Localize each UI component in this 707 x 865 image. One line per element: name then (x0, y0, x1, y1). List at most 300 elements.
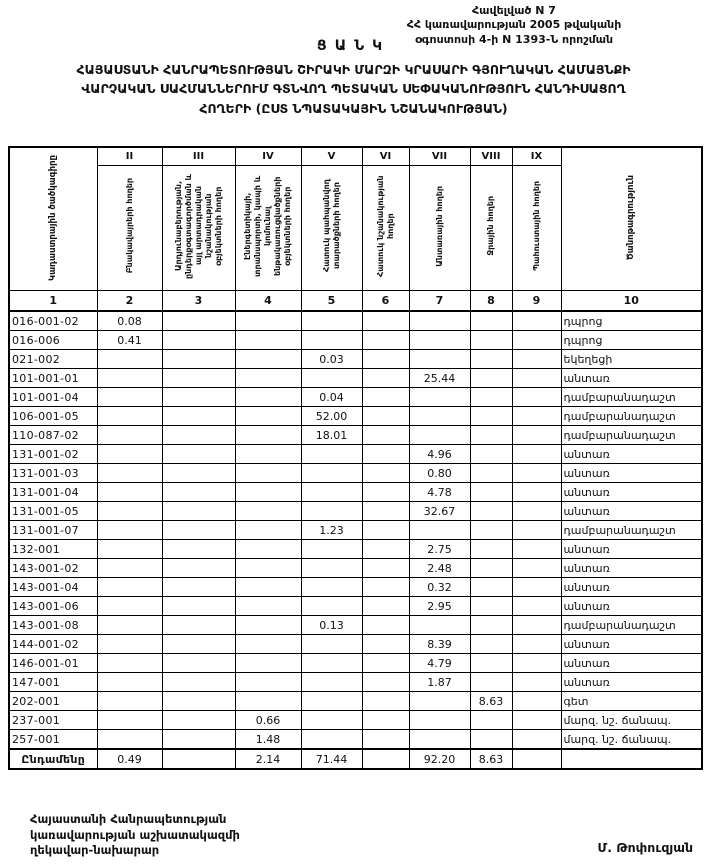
roman-numeral-vii: VII (409, 147, 470, 166)
value-cell: 8.63 (470, 749, 512, 769)
table-row (9, 350, 702, 369)
roman-numeral-iii: III (162, 147, 235, 166)
value-cell (470, 616, 512, 635)
value-cell (362, 578, 409, 597)
header-settlement-lands: Բնակավայրերի հողեր (97, 166, 162, 291)
value-cell (97, 426, 162, 445)
value-cell (470, 464, 512, 483)
cadastral-code-cell: 101-001-04 (9, 388, 97, 407)
value-cell (512, 616, 561, 635)
value-cell: 8.63 (470, 692, 512, 711)
value-cell (512, 426, 561, 445)
cadastral-code-cell: 131-001-07 (9, 521, 97, 540)
main-title (6, 60, 701, 118)
note-cell: անտառ (561, 597, 702, 616)
column-number: 5 (301, 291, 362, 312)
value-cell: 18.01 (301, 426, 362, 445)
value-cell (301, 445, 362, 464)
value-cell (470, 311, 512, 331)
value-cell (162, 559, 235, 578)
value-cell (512, 350, 561, 369)
table-row (9, 331, 702, 350)
value-cell (301, 578, 362, 597)
value-cell: 1.48 (235, 730, 301, 750)
value-cell (162, 483, 235, 502)
table-row (9, 673, 702, 692)
note-cell: գետ (561, 692, 702, 711)
value-cell (97, 502, 162, 521)
footer-line-1: Հայաստանի Հանրապետության (30, 812, 227, 826)
value-cell (362, 711, 409, 730)
cadastral-code-cell: 131-001-02 (9, 445, 97, 464)
cadastral-code-cell: 143-001-04 (9, 578, 97, 597)
value-cell (301, 692, 362, 711)
column-number: 6 (362, 291, 409, 312)
value-cell (97, 559, 162, 578)
note-cell: անտառ (561, 464, 702, 483)
value-cell (162, 407, 235, 426)
value-cell (470, 521, 512, 540)
value-cell (97, 483, 162, 502)
cadastral-code-cell: 144-001-02 (9, 635, 97, 654)
value-cell (301, 483, 362, 502)
value-cell: 4.78 (409, 483, 470, 502)
header-water-lands: Ջրային հողեր (470, 166, 512, 291)
value-cell (162, 673, 235, 692)
cadastral-code-cell: 237-001 (9, 711, 97, 730)
value-cell (162, 369, 235, 388)
value-cell (512, 559, 561, 578)
value-cell (362, 730, 409, 750)
value-cell (235, 311, 301, 331)
header-special-purpose-lands: Հատուկ նշանակության հողեր (362, 166, 409, 291)
table-row (9, 692, 702, 711)
column-number: 10 (561, 291, 702, 312)
value-cell (162, 388, 235, 407)
value-cell (162, 445, 235, 464)
value-cell (162, 730, 235, 750)
value-cell (162, 749, 235, 769)
value-cell (235, 540, 301, 559)
table-row (9, 369, 702, 388)
value-cell (512, 483, 561, 502)
value-cell (162, 578, 235, 597)
table-row (9, 597, 702, 616)
value-cell (235, 426, 301, 445)
value-cell: 25.44 (409, 369, 470, 388)
value-cell: 0.03 (301, 350, 362, 369)
value-cell (235, 692, 301, 711)
value-cell (512, 388, 561, 407)
value-cell (97, 597, 162, 616)
cadastral-code-cell: 016-001-02 (9, 311, 97, 331)
value-cell: 2.14 (235, 749, 301, 769)
cadastral-code-cell: 021-002 (9, 350, 97, 369)
value-cell (162, 616, 235, 635)
value-cell (97, 445, 162, 464)
column-number: 3 (162, 291, 235, 312)
table-row (9, 711, 702, 730)
value-cell (362, 445, 409, 464)
value-cell (362, 311, 409, 331)
value-cell (235, 445, 301, 464)
value-cell (362, 749, 409, 769)
note-cell (561, 749, 702, 769)
cadastral-code-cell: 132-001 (9, 540, 97, 559)
value-cell (235, 578, 301, 597)
value-cell (362, 673, 409, 692)
table-row (9, 540, 702, 559)
value-cell: 71.44 (301, 749, 362, 769)
cadastral-code-cell: 143-001-02 (9, 559, 97, 578)
value-cell (162, 311, 235, 331)
table-row (9, 445, 702, 464)
value-cell: 32.67 (409, 502, 470, 521)
cadastral-code-cell: 131-001-03 (9, 464, 97, 483)
column-number: 8 (470, 291, 512, 312)
header-cadastral-code (9, 147, 97, 291)
value-cell (235, 350, 301, 369)
value-cell (301, 673, 362, 692)
note-cell: դամբարանադաշտ (561, 388, 702, 407)
appendix-line-1: Հավելված N 7 (472, 4, 556, 17)
value-cell (362, 559, 409, 578)
note-cell: անտառ (561, 578, 702, 597)
value-cell (235, 331, 301, 350)
value-cell: 52.00 (301, 407, 362, 426)
cadastral-code-cell: 101-001-01 (9, 369, 97, 388)
value-cell: 2.95 (409, 597, 470, 616)
footer-signature-block (30, 812, 240, 859)
value-cell (97, 654, 162, 673)
value-cell (235, 673, 301, 692)
value-cell (470, 635, 512, 654)
value-cell (97, 521, 162, 540)
value-cell (362, 388, 409, 407)
value-cell: 8.39 (409, 635, 470, 654)
value-cell (162, 597, 235, 616)
value-cell (512, 597, 561, 616)
header-energy-transport-lands: Էներգետիկայի, տրանսպորտի, կապի և կոմունալ ենթակառուցվածքների օբյեկտների հողեր (235, 166, 301, 291)
value-cell (97, 369, 162, 388)
value-cell (301, 559, 362, 578)
table-row (9, 407, 702, 426)
note-cell: անտառ (561, 540, 702, 559)
value-cell (470, 445, 512, 464)
value-cell (97, 578, 162, 597)
value-cell: 0.80 (409, 464, 470, 483)
roman-numeral-ix: IX (512, 147, 561, 166)
note-cell: անտառ (561, 502, 702, 521)
value-cell (470, 673, 512, 692)
value-cell (470, 540, 512, 559)
value-cell: 0.08 (97, 311, 162, 331)
cadastral-code-cell: 143-001-08 (9, 616, 97, 635)
value-cell (362, 502, 409, 521)
note-cell: մարզ. նշ. ճանապ. (561, 711, 702, 730)
value-cell (409, 388, 470, 407)
note-cell: մարզ. նշ. ճանապ. (561, 730, 702, 750)
value-cell (162, 692, 235, 711)
value-cell (409, 730, 470, 750)
value-cell (409, 521, 470, 540)
value-cell (97, 407, 162, 426)
value-cell (512, 692, 561, 711)
note-cell: դամբարանադաշտ (561, 521, 702, 540)
totals-label-cell: Ընդամենը (9, 749, 97, 769)
header-note-label: Ծանոթագրություն (625, 174, 636, 261)
value-cell (512, 521, 561, 540)
value-cell: 0.49 (97, 749, 162, 769)
value-cell (470, 388, 512, 407)
roman-numeral-row (9, 147, 702, 166)
table-row (9, 578, 702, 597)
value-cell (362, 350, 409, 369)
cadastral-code-cell: 143-001-06 (9, 597, 97, 616)
value-cell: 0.41 (97, 331, 162, 350)
column-number: 1 (9, 291, 97, 312)
value-cell (362, 616, 409, 635)
column-number: 2 (97, 291, 162, 312)
header-cadastral-code-label: Կադաստրային ծածկագիրը (47, 154, 58, 281)
value-cell (512, 540, 561, 559)
value-cell (162, 331, 235, 350)
value-cell (512, 578, 561, 597)
table-row (9, 311, 702, 331)
value-cell (162, 502, 235, 521)
value-cell (162, 654, 235, 673)
value-cell (97, 388, 162, 407)
table-body (9, 311, 702, 769)
cadastral-code-cell: 110-087-02 (9, 426, 97, 445)
value-cell (235, 502, 301, 521)
value-cell (362, 692, 409, 711)
value-cell (97, 730, 162, 750)
value-cell (512, 711, 561, 730)
roman-numeral-vi: VI (362, 147, 409, 166)
value-cell (470, 407, 512, 426)
appendix-line-2: ՀՀ կառավարության 2005 թվականի (406, 18, 622, 32)
roman-numeral-iv: IV (235, 147, 301, 166)
value-cell: 4.96 (409, 445, 470, 464)
cadastral-code-cell: 147-001 (9, 673, 97, 692)
value-cell (97, 540, 162, 559)
note-cell: անտառ (561, 445, 702, 464)
value-cell (409, 350, 470, 369)
main-title-line-1: ՀԱՅԱՍՏԱՆԻ ՀԱՆՐԱՊԵՏՈՒԹՅԱՆ ՇԻՐԱԿԻ ՄԱՐԶԻ ԿՐԱՍԱՐԻ ԳՅՈՒՂԱԿԱՆ ՀԱՄԱՅՆՔԻ (76, 62, 631, 77)
value-cell (470, 559, 512, 578)
value-cell (235, 483, 301, 502)
value-cell (362, 464, 409, 483)
value-cell (512, 654, 561, 673)
value-cell: 92.20 (409, 749, 470, 769)
value-cell (235, 559, 301, 578)
main-title-line-3: ՀՈՂԵՐԻ (ԸՍՏ ՆՊԱՏԱԿԱՅԻՆ ՆՇԱՆԱԿՈՒԹՅԱՆ) (199, 100, 508, 116)
value-cell: 1.87 (409, 673, 470, 692)
cadastral-code-cell: 131-001-04 (9, 483, 97, 502)
cadastral-code-cell: 146-001-01 (9, 654, 97, 673)
value-cell (301, 331, 362, 350)
value-cell (362, 521, 409, 540)
value-cell (409, 311, 470, 331)
column-number: 9 (512, 291, 561, 312)
value-cell (162, 350, 235, 369)
value-cell (301, 464, 362, 483)
value-cell (362, 654, 409, 673)
value-cell (362, 597, 409, 616)
header-forest-lands: Անտառային հողեր (409, 166, 470, 291)
value-cell (97, 673, 162, 692)
value-cell (162, 521, 235, 540)
value-cell (97, 711, 162, 730)
doc-type-title: ՑԱՆԿ (316, 38, 391, 54)
value-cell (301, 369, 362, 388)
value-cell (470, 711, 512, 730)
value-cell (301, 635, 362, 654)
value-cell (470, 597, 512, 616)
value-cell (512, 445, 561, 464)
value-cell (470, 654, 512, 673)
value-cell (301, 540, 362, 559)
value-cell (362, 635, 409, 654)
value-cell (409, 426, 470, 445)
value-cell (97, 635, 162, 654)
value-cell (470, 483, 512, 502)
main-title-line-2: ՎԱՐՉԱԿԱՆ ՍԱՀՄԱՆՆԵՐՈՒՄ ԳՏՆՎՈՂ ՊԵՏԱԿԱՆ ՍԵՓԱԿԱՆՈՒԹՅՈՒՆ ՀԱՆԴԻՍԱՑՈՂ (81, 81, 626, 97)
value-cell (512, 331, 561, 350)
land-table (8, 146, 703, 770)
value-cell (301, 597, 362, 616)
table-row (9, 635, 702, 654)
table-row (9, 502, 702, 521)
value-cell (470, 331, 512, 350)
value-cell (162, 540, 235, 559)
value-cell (301, 502, 362, 521)
note-cell: անտառ (561, 559, 702, 578)
value-cell (409, 407, 470, 426)
value-cell (470, 350, 512, 369)
table-row (9, 616, 702, 635)
value-cell: 2.48 (409, 559, 470, 578)
value-cell (470, 502, 512, 521)
roman-numeral-v: V (301, 147, 362, 166)
footer-line-3: ղեկավար-նախարար (30, 843, 160, 858)
table-row (9, 730, 702, 750)
value-cell (235, 369, 301, 388)
totals-row (9, 749, 702, 769)
value-cell (235, 388, 301, 407)
value-cell (512, 464, 561, 483)
value-cell: 0.13 (301, 616, 362, 635)
note-cell: եկեղեցի (561, 350, 702, 369)
value-cell (512, 749, 561, 769)
value-cell (362, 331, 409, 350)
value-cell (512, 730, 561, 750)
footer-line-2: կառավարության աշխատակազմի (30, 827, 240, 842)
value-cell (409, 692, 470, 711)
column-number: 4 (235, 291, 301, 312)
roman-numeral-viii: VIII (470, 147, 512, 166)
value-cell (162, 711, 235, 730)
value-cell (235, 635, 301, 654)
value-cell (512, 369, 561, 388)
value-cell (235, 407, 301, 426)
note-cell: դպրոց (561, 311, 702, 331)
table-row (9, 521, 702, 540)
note-cell: դամբարանադաշտ (561, 616, 702, 635)
value-cell (301, 654, 362, 673)
note-cell: դամբարանադաշտ (561, 407, 702, 426)
cadastral-code-cell: 202-001 (9, 692, 97, 711)
note-cell: անտառ (561, 483, 702, 502)
value-cell (162, 464, 235, 483)
table-row (9, 388, 702, 407)
value-cell (97, 692, 162, 711)
value-cell (470, 426, 512, 445)
cadastral-code-cell: 131-001-05 (9, 502, 97, 521)
value-cell (362, 369, 409, 388)
column-number-row (9, 291, 702, 312)
column-number: 7 (409, 291, 470, 312)
value-cell (512, 635, 561, 654)
table-row (9, 559, 702, 578)
note-cell: անտառ (561, 654, 702, 673)
value-cell (235, 464, 301, 483)
value-cell (362, 426, 409, 445)
value-cell (512, 502, 561, 521)
value-cell (97, 616, 162, 635)
roman-numeral-ii: II (97, 147, 162, 166)
value-cell (235, 616, 301, 635)
value-cell (362, 407, 409, 426)
note-cell: անտառ (561, 673, 702, 692)
note-cell: դամբարանադաշտ (561, 426, 702, 445)
value-cell (235, 597, 301, 616)
value-cell (301, 311, 362, 331)
value-cell (512, 673, 561, 692)
value-cell: 0.32 (409, 578, 470, 597)
value-cell (301, 711, 362, 730)
value-cell (235, 654, 301, 673)
value-cell (470, 369, 512, 388)
value-cell (409, 331, 470, 350)
header-protected-areas-lands: Հատուկ պահպանվող տարածքների հողեր (301, 166, 362, 291)
cadastral-code-cell: 016-006 (9, 331, 97, 350)
value-cell (409, 711, 470, 730)
table-row (9, 483, 702, 502)
value-cell (470, 730, 512, 750)
header-note (561, 147, 702, 291)
value-cell (235, 521, 301, 540)
value-cell (162, 635, 235, 654)
value-cell (512, 407, 561, 426)
value-cell: 1.23 (301, 521, 362, 540)
value-cell (470, 578, 512, 597)
value-cell (301, 730, 362, 750)
note-cell: անտառ (561, 635, 702, 654)
signature-name: Մ. Թոփուզյան (597, 840, 693, 855)
table-row (9, 654, 702, 673)
appendix-line-3: օգոստոսի 4-ի N 1393-Ն որոշման (414, 32, 614, 46)
header-reserve-lands: Պահուստային հողեր (512, 166, 561, 291)
note-cell: դպրոց (561, 331, 702, 350)
cadastral-code-cell: 106-001-05 (9, 407, 97, 426)
value-cell: 0.66 (235, 711, 301, 730)
value-cell (97, 464, 162, 483)
note-cell: անտառ (561, 369, 702, 388)
table-row (9, 426, 702, 445)
value-cell (97, 350, 162, 369)
